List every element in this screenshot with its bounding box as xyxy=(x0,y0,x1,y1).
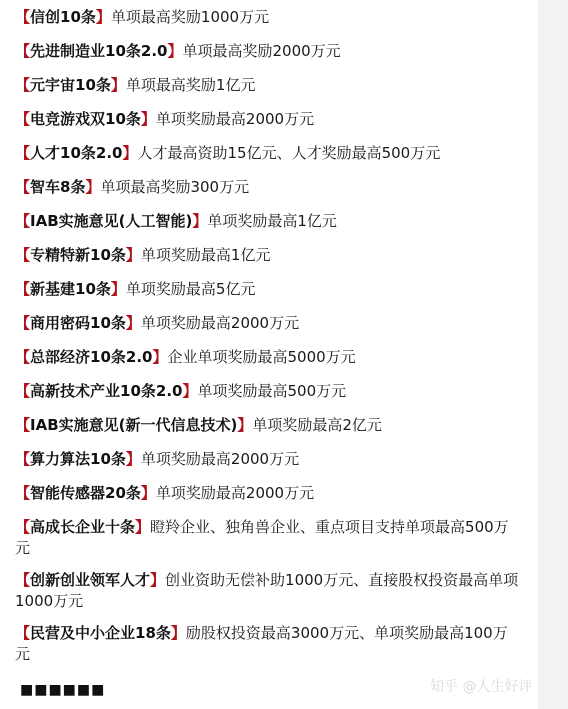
list-item xyxy=(15,143,520,164)
item-title: 人才10条2.0 xyxy=(30,144,123,162)
bracket-close: 】 xyxy=(140,110,156,128)
item-desc: 单项奖励最高1亿元 xyxy=(140,246,271,264)
bracket-close: 】 xyxy=(122,144,138,162)
list-item xyxy=(15,347,520,368)
bracket-close: 】 xyxy=(125,314,141,332)
list-item xyxy=(15,177,520,198)
bracket-close: 】 xyxy=(167,42,183,60)
bracket-close: 】 xyxy=(170,624,186,642)
bracket-open: 【 xyxy=(15,450,31,468)
item-title: 智车8条 xyxy=(30,178,86,196)
bracket-close: 】 xyxy=(85,178,101,196)
item-title: 先进制造业10条2.0 xyxy=(30,42,168,60)
list-item xyxy=(15,415,520,436)
bracket-close: 】 xyxy=(110,280,126,298)
ellipsis-marker: ■■■■■■ xyxy=(20,682,106,698)
item-desc: 单项奖励最高5亿元 xyxy=(125,280,256,298)
bracket-close: 】 xyxy=(152,348,168,366)
item-desc: 单项奖励最高2000万元 xyxy=(155,110,315,128)
bracket-open: 【 xyxy=(15,280,31,298)
bracket-open: 【 xyxy=(15,76,31,94)
list-item xyxy=(15,245,520,266)
item-desc: 人才最高资助15亿元、人才奖励最高500万元 xyxy=(137,144,441,162)
bracket-close: 】 xyxy=(135,518,151,536)
bracket-close: 】 xyxy=(192,212,208,230)
bracket-open: 【 xyxy=(15,314,31,332)
bracket-open: 【 xyxy=(15,246,31,264)
list-item xyxy=(15,75,520,96)
bracket-open: 【 xyxy=(15,144,31,162)
list-item xyxy=(15,313,520,334)
list-item xyxy=(15,211,520,232)
bracket-close: 】 xyxy=(237,416,253,434)
list-item xyxy=(15,41,520,62)
item-desc: 创业资助无偿补助1000万元、直接股权投资最高单项1000万元 xyxy=(15,571,519,610)
list-item xyxy=(15,449,520,470)
bracket-close: 】 xyxy=(125,246,141,264)
item-title: 算力算法10条 xyxy=(30,450,126,468)
item-desc: 单项最高奖励300万元 xyxy=(100,178,250,196)
item-title: 高成长企业十条 xyxy=(30,518,136,536)
item-title: 高新技术产业10条2.0 xyxy=(30,382,183,400)
bracket-close: 】 xyxy=(182,382,198,400)
bracket-close: 】 xyxy=(95,8,111,26)
item-title: IAB实施意见(人工智能) xyxy=(30,212,193,230)
list-item xyxy=(15,109,520,130)
item-title: 信创10条 xyxy=(30,8,96,26)
bracket-open: 【 xyxy=(15,416,31,434)
item-desc: 单项奖励最高500万元 xyxy=(197,382,347,400)
item-desc: 单项奖励最高1亿元 xyxy=(207,212,337,230)
list-item xyxy=(15,483,520,504)
bracket-open: 【 xyxy=(15,42,31,60)
item-desc: 单项奖励最高2000万元 xyxy=(155,484,315,502)
item-desc: 单项最高奖励1亿元 xyxy=(125,76,256,94)
item-title: 总部经济10条2.0 xyxy=(30,348,153,366)
list-item xyxy=(15,570,520,611)
policy-list xyxy=(15,7,520,676)
bracket-open: 【 xyxy=(15,8,31,26)
bracket-close: 】 xyxy=(125,450,141,468)
bracket-close: 】 xyxy=(150,571,166,589)
bracket-open: 【 xyxy=(15,518,31,536)
bracket-open: 【 xyxy=(15,348,31,366)
list-item xyxy=(15,7,520,28)
item-desc: 单项最高奖励1000万元 xyxy=(110,8,270,26)
watermark: 知乎 @人生好评 xyxy=(430,679,533,695)
item-title: 民营及中小企业18条 xyxy=(30,624,171,642)
item-desc: 单项奖励最高2000万元 xyxy=(140,314,300,332)
bracket-open: 【 xyxy=(15,382,31,400)
bracket-open: 【 xyxy=(15,178,31,196)
bracket-open: 【 xyxy=(15,484,31,502)
list-item xyxy=(15,381,520,402)
item-title: 创新创业领军人才 xyxy=(30,571,151,589)
list-item xyxy=(15,279,520,300)
list-item xyxy=(15,517,520,558)
item-title: IAB实施意见(新一代信息技术) xyxy=(30,416,238,434)
bracket-open: 【 xyxy=(15,110,31,128)
right-edge-strip xyxy=(538,0,568,709)
item-desc: 瞪羚企业、独角兽企业、重点项目支持单项最高500万元 xyxy=(15,518,509,557)
item-title: 专精特新10条 xyxy=(30,246,126,264)
item-title: 商用密码10条 xyxy=(30,314,126,332)
item-desc: 企业单项奖励最高5000万元 xyxy=(167,348,356,366)
item-title: 电竞游戏双10条 xyxy=(30,110,141,128)
bracket-close: 】 xyxy=(140,484,156,502)
bracket-close: 】 xyxy=(110,76,126,94)
item-desc: 单项奖励最高2亿元 xyxy=(252,416,382,434)
item-title: 新基建10条 xyxy=(30,280,111,298)
item-title: 元宇宙10条 xyxy=(30,76,111,94)
item-desc: 单项奖励最高2000万元 xyxy=(140,450,300,468)
item-desc: 单项最高奖励2000万元 xyxy=(182,42,341,60)
item-desc: 励股权投资最高3000万元、单项奖励最高100万元 xyxy=(15,624,508,663)
bracket-open: 【 xyxy=(15,212,31,230)
list-item xyxy=(15,623,520,664)
item-title: 智能传感器20条 xyxy=(30,484,141,502)
bracket-open: 【 xyxy=(15,624,31,642)
bracket-open: 【 xyxy=(15,571,31,589)
